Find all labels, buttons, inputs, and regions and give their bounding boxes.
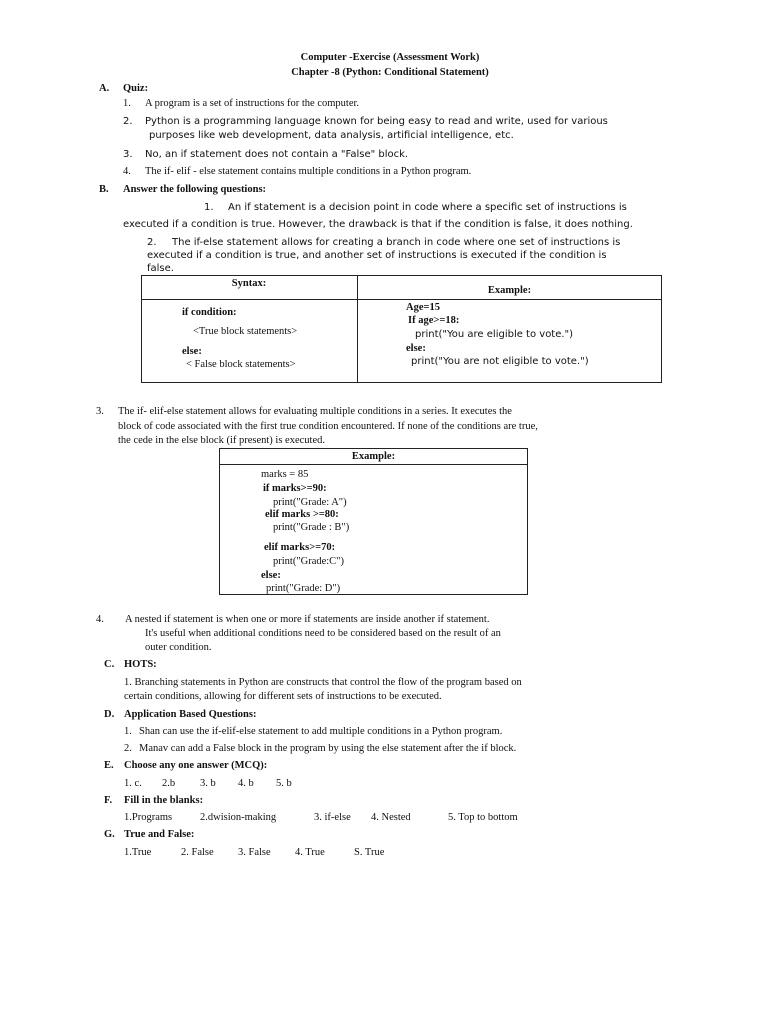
blank-answer-1: 1.Programs [124,812,173,823]
example-if-line: If age>=18: [408,315,460,326]
blank-answer-2: 2.dwision-making [200,812,277,823]
app-q1-num: 1. [124,726,132,737]
section-a-letter: A. [99,83,110,94]
table-header-rule [141,299,662,300]
example-else-line: else: [406,343,426,354]
section-g-heading: True and False: [124,829,195,840]
code-elif-80: elif marks >=80: [265,509,339,520]
document-subtitle: Chapter -8 (Python: Conditional Statement) [291,67,489,78]
quiz-2-line1: Python is a programming language known for being easy to read and write, used for various [145,116,608,127]
app-q1-text: Shan can use the if-elif-else statement to add multiple conditions in a Python program. [139,726,503,737]
mcq-answer-5: 5. b [276,778,292,789]
quiz-3-num: 3. [123,149,133,160]
section-g-letter: G. [104,829,115,840]
code-print-d: print("Grade: D") [266,583,341,594]
b-q2-line1: The if-else statement allows for creating a branch in code where one set of instructions is [172,237,621,248]
section-e-letter: E. [104,760,114,771]
b-q2-line2: executed if a condition is true, and another set of instructions is executed if the condition is [147,250,607,261]
b-q4-line3: outer condition. [145,642,212,653]
b-q3-line2: block of code associated with the first true condition encountered. If none of the conditions are true, [118,421,538,432]
code-marks-line: marks = 85 [261,469,309,480]
example-print-not-eligible: print("You are not eligible to vote.") [411,356,589,367]
hots-line1: 1. Branching statements in Python are constructs that control the flow of the program based on [124,677,522,688]
b-q3-line3: the cede in the else block (if present) is executed. [118,435,325,446]
section-d-letter: D. [104,709,115,720]
section-f-letter: F. [104,795,113,806]
syntax-false-block: < False block statements> [186,359,296,370]
blank-answer-3: 3. if-else [314,812,351,823]
syntax-true-block: <True block statements> [193,326,298,337]
section-b-heading: Answer the following questions: [123,184,267,195]
b-q2-line3: false. [147,263,174,274]
tf-answer-2: 2. False [181,847,214,858]
section-c-letter: C. [104,659,115,670]
quiz-2-line2: purposes like web development, data analysis, artificial intelligence, etc. [149,130,514,141]
app-q2-num: 2. [124,743,132,754]
code-print-c: print("Grade:C") [273,556,344,567]
b-q4-line1: A nested if statement is when one or more if statements are inside another if statement. [125,614,490,625]
example-header: Example: [487,285,532,296]
quiz-3-text: No, an if statement does not contain a "False" block. [145,149,409,160]
mcq-answer-2: 2.b [162,778,176,789]
syntax-if-line: if condition: [182,307,237,318]
example-print-eligible: print("You are eligible to vote.") [415,329,574,340]
blank-answer-5: 5. Top to bottom [448,812,518,823]
section-d-heading: Application Based Questions: [124,709,257,720]
tf-answer-4: 4. True [295,847,325,858]
tf-answer-1: 1.True [124,847,152,858]
code-elif-70: elif marks>=70: [264,542,336,553]
quiz-1-text: A program is a set of instructions for the computer. [145,98,360,109]
section-f-heading: Fill in the blanks: [124,795,204,806]
b-q1-line1: An if statement is a decision point in code where a specific set of instructions is [228,202,627,213]
tf-answer-5: S. True [354,847,385,858]
quiz-4-num: 4. [123,166,131,177]
b-q4-line2: It's useful when additional conditions need to be considered based on the result of an [145,628,501,639]
b-q1-num: 1. [204,202,214,213]
example-age-line: Age=15 [406,302,440,313]
mcq-answer-1: 1. c. [124,778,142,789]
b-q3-num: 3. [96,406,104,417]
section-e-heading: Choose any one answer (MCQ): [124,760,268,771]
code-print-a: print("Grade: A") [273,497,347,508]
code-print-b: print("Grade : B") [273,522,350,533]
section-b-letter: B. [99,184,109,195]
quiz-4-text: The if- elif - else statement contains multiple conditions in a Python program. [145,166,472,177]
b-q1-line2: executed if a condition is true. However, the drawback is that if the condition is false, it does nothing. [123,219,633,230]
tf-answer-3: 3. False [238,847,271,858]
elif-table-header-rule [219,464,528,465]
document-title: Computer -Exercise (Assessment Work) [300,52,480,63]
b-q4-num: 4. [96,614,104,625]
section-c-heading: HOTS: [124,659,157,670]
mcq-answer-4: 4. b [238,778,254,789]
quiz-2-num: 2. [123,116,133,127]
syntax-header: Syntax: [231,278,267,289]
b-q3-line1: The if- elif-else statement allows for evaluating multiple conditions in a series. It executes the [118,406,512,417]
mcq-answer-3: 3. b [200,778,216,789]
b-q2-num: 2. [147,237,157,248]
section-a-heading: Quiz: [123,83,149,94]
quiz-1-num: 1. [123,98,131,109]
elif-example-header: Example: [351,451,396,462]
code-else-line: else: [261,570,281,581]
hots-line2: certain conditions, allowing for different sets of instructions to be executed. [124,691,442,702]
app-q2-text: Manav can add a False block in the program by using the else statement after the if block. [139,743,517,754]
syntax-else-line: else: [182,346,202,357]
blank-answer-4: 4. Nested [371,812,411,823]
code-if-line: if marks>=90: [263,483,327,494]
